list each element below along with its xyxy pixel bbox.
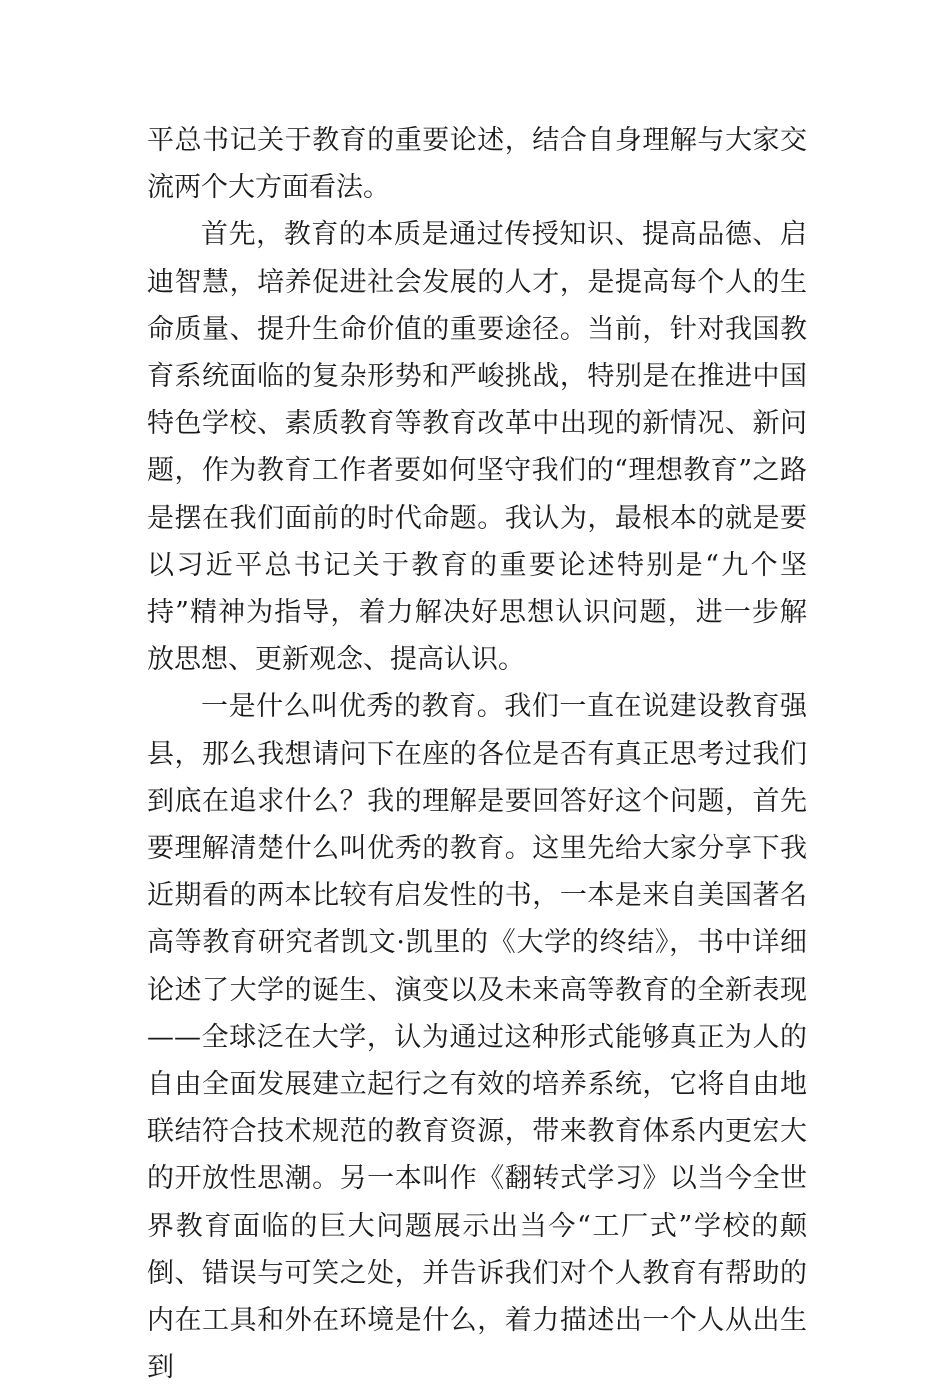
- paragraph-education-essence: 首先，教育的本质是通过传授知识、提高品德、启迪智慧，培养促进社会发展的人才，是提高每个人的生命质量、提升生命价值的重要途径。当前，针对我国教育系统面临的复杂形势和严峻挑战，特别是在推进中国特色学校、素质教育等教育改革中出现的新情况、新问题，作为教育工作者要如何坚守我们的“理想教育”之路是摆在我们面前的时代命题。我认为，最根本的就是要以习近平总书记关于教育的重要论述特别是“九个坚持”精神为指导，着力解决好思想认识问题，进一步解放思想、更新观念、提高认识。: [147, 219, 807, 676]
- document-body: [147, 117, 807, 1391]
- paragraph-continuation: 平总书记关于教育的重要论述，结合自身理解与大家交流两个大方面看法。: [147, 125, 807, 204]
- paragraph-excellent-education: 一是什么叫优秀的教育。我们一直在说建设教育强县，那么我想请问下在座的各位是否有真正思考过我们到底在追求什么？我的理解是要回答好这个问题，首先要理解清楚什么叫优秀的教育。这里先给大家分享下我近期看的两本比较有启发性的书，一本是来自美国著名高等教育研究者凯文·凯里的《大学的终结》，书中详细论述了大学的诞生、演变以及未来高等教育的全新表现——全球泛在大学，认为通过这种形式能够真正为人的自由全面发展建立起行之有效的培养系统，它将自由地联结符合技术规范的教育资源，带来教育体系内更宏大的开放性思潮。另一本叫作《翻转式学习》以当今全世界教育面临的巨大问题展示出当今“工厂式”学校的颠倒、错误与可笑之处，并告诉我们对个人教育有帮助的内在工具和外在环境是什么，着力描述出一个人从出生到: [147, 691, 807, 1384]
